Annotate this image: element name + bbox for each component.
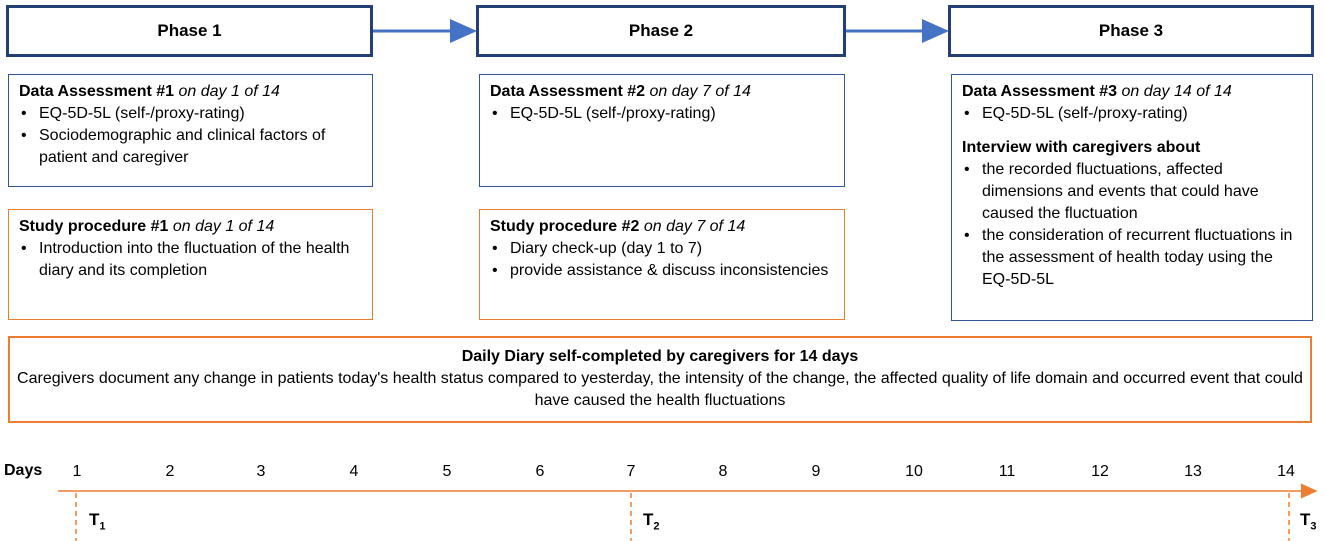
- data-assessment-3-box: [951, 74, 1313, 321]
- marker-t3-label: $T_3$: [1300, 510, 1317, 533]
- study-procedure-2-box: [479, 209, 845, 320]
- day-tick: 3: [256, 463, 266, 480]
- list-item: • EQ-5D-5L (self-/proxy-rating): [490, 103, 834, 125]
- list-item: • EQ-5D-5L (self-/proxy-rating): [962, 103, 1302, 125]
- day-tick: 8: [718, 463, 728, 480]
- data-assessment-2-title: Data Assessment #2 on day 7 of 14: [490, 83, 751, 100]
- day-tick: 2: [165, 463, 175, 480]
- list-item: • Diary check-up (day 1 to 7): [490, 238, 834, 260]
- day-tick: 9: [811, 463, 821, 480]
- list-item: • Introduction into the fluctuation of the health diary and its completion: [19, 238, 362, 282]
- phase-3-label: Phase 3: [1098, 21, 1164, 40]
- data-assessment-1-title: Data Assessment #1 on day 1 of 14: [19, 83, 280, 100]
- phase-3-box: [948, 5, 1314, 57]
- day-tick: 12: [1091, 463, 1109, 480]
- marker-t1-label: $T_1$: [89, 510, 106, 533]
- day-tick: 5: [442, 463, 452, 480]
- list-item: • EQ-5D-5L (self-/proxy-rating): [19, 103, 362, 125]
- day-tick: 11: [998, 463, 1016, 480]
- interview-title: Interview with caregivers about: [962, 139, 1201, 156]
- study-procedure-1-title: Study procedure #1 on day 1 of 14: [19, 218, 275, 235]
- day-tick: 1: [72, 463, 82, 480]
- phase-2-box: [476, 5, 846, 57]
- day-tick: 6: [535, 463, 545, 480]
- phase-2-label: Phase 2: [628, 21, 694, 40]
- data-assessment-2-box: [479, 74, 845, 187]
- daily-diary-text: Caregivers document any change in patients today's health status compared to yesterday, the intensity of the change, the affected quality of life domain and occurred event that could have caused the health fluctuations: [17, 370, 1303, 409]
- day-tick: 14: [1277, 463, 1295, 480]
- days-label: Days: [4, 462, 43, 479]
- data-assessment-1-box: [8, 74, 373, 187]
- phase-1-box: [6, 5, 373, 57]
- list-item: • the recorded fluctuations, affected dimensions and events that could have caused the fluctuation: [962, 159, 1302, 225]
- day-tick: 4: [349, 463, 359, 480]
- day-tick: 7: [626, 463, 636, 480]
- day-tick: 13: [1184, 463, 1202, 480]
- data-assessment-3-title: Data Assessment #3 on day 14 of 14: [962, 83, 1232, 100]
- daily-diary-box: [8, 336, 1312, 423]
- day-tick: 10: [905, 463, 923, 480]
- daily-diary-title: Daily Diary self-completed by caregivers for 14 days: [461, 348, 859, 365]
- list-item: • provide assistance & discuss inconsistencies: [490, 260, 834, 282]
- study-procedure-1-box: [8, 209, 373, 320]
- list-item: • the consideration of recurrent fluctuations in the assessment of health today using the EQ-5D-5L: [962, 225, 1302, 291]
- marker-t2-label: $T_2$: [643, 510, 660, 533]
- phase-1-label: Phase 1: [157, 21, 222, 40]
- list-item: • Sociodemographic and clinical factors of patient and caregiver: [19, 125, 362, 169]
- study-procedure-2-title: Study procedure #2 on day 7 of 14: [490, 218, 746, 235]
